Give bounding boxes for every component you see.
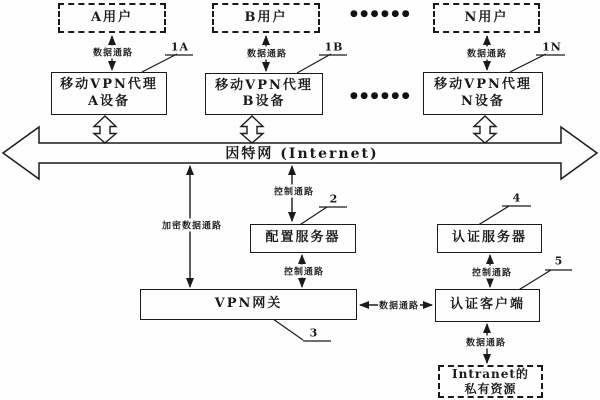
ref-label-3: 3: [309, 326, 319, 340]
node-config-server-label: 配置服务器: [265, 230, 341, 246]
ref-label-2: 2: [329, 192, 339, 206]
node-user-b: [212, 3, 320, 33]
edge-label-data-path-b: 数据通路: [246, 47, 288, 60]
node-proxy-a-line1: 移动VPN代理: [60, 77, 158, 93]
edge-label-data-path-gateway-client: 数据通路: [378, 299, 420, 312]
node-vpn-gateway: [140, 289, 357, 320]
node-intranet: [438, 365, 543, 398]
ref-label-4: 4: [512, 191, 522, 205]
node-auth-server: [437, 224, 542, 253]
node-auth-server-label: 认证服务器: [451, 230, 527, 246]
hollow-arrow-proxy-b-internet: [241, 116, 263, 143]
node-user-b-label: B用户: [244, 9, 288, 25]
node-proxy-n: [423, 72, 543, 115]
edge-label-control-path-mid: 控制通路: [283, 265, 325, 278]
node-proxy-b-line1: 移动VPN代理: [215, 77, 313, 93]
edge-label-control-path-right: 控制通路: [471, 266, 513, 279]
node-proxy-n-line1: 移动VPN代理: [434, 77, 532, 93]
internet-bus-label: 因特网 (Internet): [225, 146, 379, 162]
node-auth-client-label: 认证客户端: [449, 297, 525, 313]
ref-leader-3: [273, 319, 331, 341]
hollow-arrow-proxy-a-internet: [94, 116, 116, 143]
edge-label-control-path-top: 控制通路: [273, 185, 315, 198]
node-proxy-n-line2: N设备: [461, 93, 505, 109]
ref-leader-5: [517, 270, 572, 291]
edge-label-data-path-a: 数据通路: [92, 46, 134, 59]
ref-label-1n: 1N: [542, 40, 562, 54]
ellipsis-dots-top: ●●●●●●: [349, 9, 413, 19]
node-proxy-a-line2: A设备: [87, 93, 131, 109]
node-auth-client: [435, 289, 540, 322]
node-proxy-b: [205, 73, 323, 115]
hollow-arrow-proxy-n-internet: [474, 116, 496, 143]
node-user-n-label: N用户: [464, 9, 509, 25]
node-proxy-a: [51, 72, 167, 115]
node-intranet-line1: Intranet的: [452, 366, 529, 381]
node-user-a: [58, 3, 166, 33]
node-user-n: [433, 3, 540, 33]
ref-label-1b: 1B: [324, 40, 344, 54]
ref-leader-1n: [510, 54, 565, 72]
node-intranet-line2: 私有资源: [464, 381, 517, 396]
ref-leader-1b: [297, 54, 347, 73]
node-config-server: [250, 224, 356, 253]
ref-label-1a: 1A: [170, 40, 190, 54]
node-user-a-label: A用户: [90, 9, 134, 25]
edge-label-encrypted-data-path: 加密数据通路: [161, 219, 223, 232]
edge-label-data-path-client-intranet: 数据通路: [465, 336, 507, 349]
ellipsis-dots-middle: ●●●●●●: [349, 91, 413, 101]
ref-leader-1a: [142, 54, 193, 72]
node-vpn-gateway-label: VPN网关: [214, 296, 283, 312]
edge-label-data-path-n: 数据通路: [466, 47, 508, 60]
node-proxy-b-line2: B设备: [242, 94, 286, 109]
ref-label-5: 5: [554, 254, 564, 268]
